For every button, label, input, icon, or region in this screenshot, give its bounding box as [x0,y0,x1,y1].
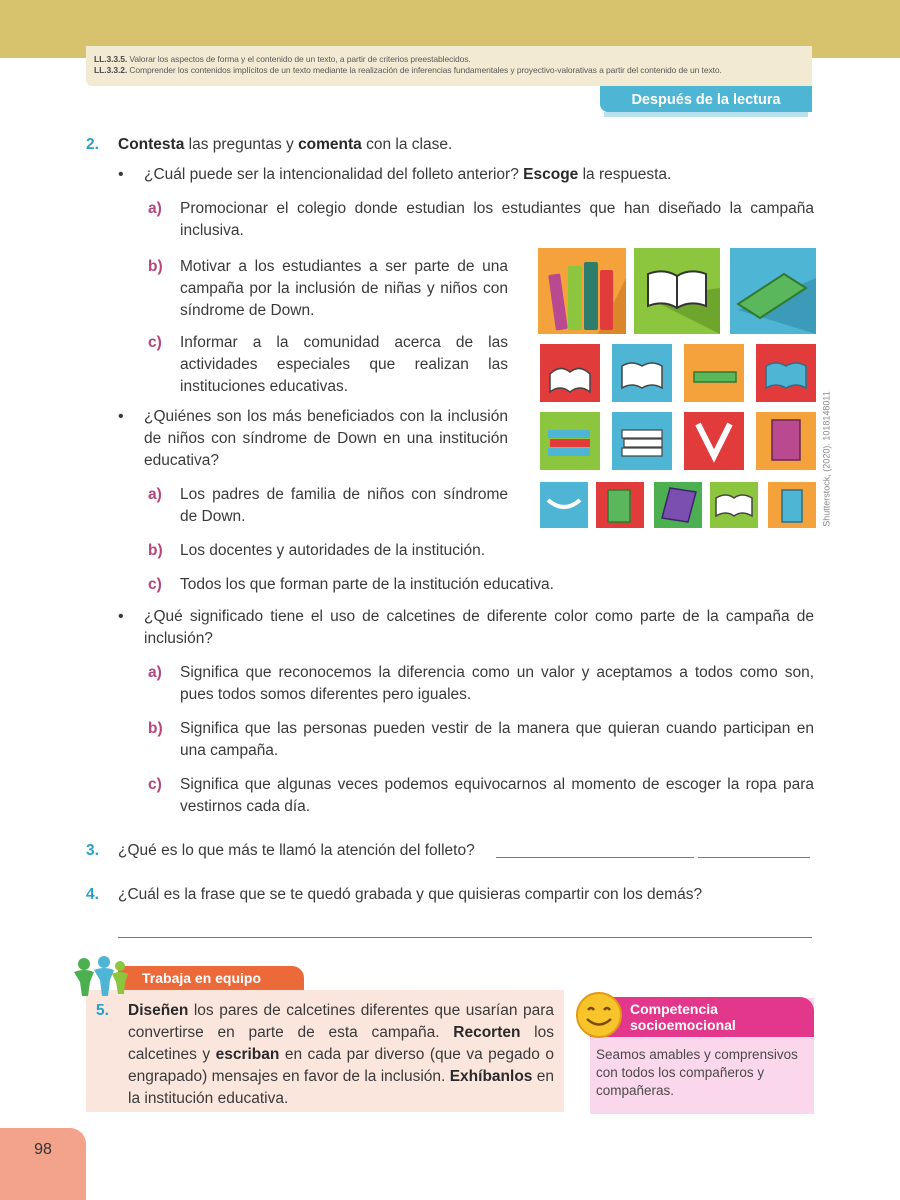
b1-option-c-text: Informar a la comunidad acerca de las actividades especiales que realizan las instituciones educativas. [180,334,508,395]
bullet-3-question: ¿Qué significado tiene el uso de calcetines de diferente color como parte de la campaña de inclusión? [144,608,814,647]
tile-row4 [540,482,816,528]
tile-open-book-green [634,248,720,334]
curriculum-standards [86,46,812,86]
page-number-tab [0,1128,86,1200]
tile-row3 [540,412,816,470]
b1-option-a-label: a) [148,200,162,217]
team-people-icon [70,952,130,998]
bullet-1: • [118,166,124,183]
page-number: 98 [34,1141,52,1158]
b1-option-a-text: Promocionar el colegio donde estudian los estudiantes que han diseñado la campaña inclusiva. [180,200,814,239]
b1-option-b-text: Motivar a los estudiantes a ser parte de una campaña por la inclusión de niñas y niños con síndrome de Down. [180,258,508,319]
bullet-2: • [118,408,124,425]
b1-option-c-label: c) [148,334,162,351]
b1-option-b-label: b) [148,258,163,275]
tile-row2 [540,344,816,402]
question-4-answer-line[interactable] [118,937,812,938]
competencia-title: Competencia socioemocional [630,1001,736,1033]
question-4-number: 4. [86,886,99,903]
tile-closed-book-blue [730,248,816,334]
b2-option-c-label: c) [148,576,162,593]
question-3-answer-line-2[interactable] [698,857,810,858]
b2-option-b-text: Los docentes y autoridades de la institución. [180,542,486,559]
competencia-text: Seamos amables y comprensivos con todos los compañeros y compañeras. [596,1047,798,1098]
question-2-number: 2. [86,136,99,153]
question-4-text: ¿Cuál es la frase que se te quedó grabada y que quisieras compartir con los demás? [118,886,703,903]
b3-option-c-label: c) [148,776,162,793]
b2-option-c-text: Todos los que forman parte de la institución educativa. [180,576,554,593]
bullet-3: • [118,608,124,625]
b2-option-a-text: Los padres de familia de niños con síndrome de Down. [180,486,508,525]
teamwork-tab: Trabaja en equipo [118,966,304,990]
b3-option-a-label: a) [148,664,162,681]
b2-option-b-label: b) [148,542,163,559]
b3-option-b-label: b) [148,720,163,737]
bullet-1-question: ¿Cuál puede ser la intencionalidad del folleto anterior? Escoge la respuesta. [144,166,672,183]
smiley-face-icon [574,990,624,1040]
b3-option-c-text: Significa que algunas veces podemos equivocarnos al momento de escoger la ropa para vestirnos cada día. [180,776,814,815]
question-3-text: ¿Qué es lo que más te llamó la atención del folleto? [118,842,475,859]
image-credit: Shutterstock, (2020). 1018148011 [821,391,832,527]
standard-1: LL.3.3.5. Valorar los aspectos de forma y el contenido de un texto, a partir de criterios preestablecidos. [94,54,471,64]
question-3-number: 3. [86,842,99,859]
question-3-answer-line-1[interactable] [496,857,694,858]
b3-option-a-text: Significa que reconocemos la diferencia como un valor y aceptamos a todos como son, pues todos somos diferentes pero iguales. [180,664,814,703]
b3-option-b-text: Significa que las personas pueden vestir de la manera que quieran cuando participan en una campaña. [180,720,814,759]
standard-2: LL.3.3.2. Comprender los contenidos implícitos de un texto mediante la realización de inferencias fundamentales y proyectivo-valorativas a partir del contenido de un texto. [94,65,722,75]
question-2-prompt: Contesta las preguntas y comenta con la clase. [118,136,453,153]
tile-books-row [538,248,626,334]
book-icons-illustration [538,248,816,530]
section-tab: Después de la lectura [600,86,812,112]
question-5-text: Diseñen los pares de calcetines diferentes que usarían para convertirse en parte de esta campaña. Recorten los calcetines y escriban en cada par diverso (que va pegado o engrapado) mensajes en favor de la inclusión. Exhíbanlos en la institución educativa. [128,1002,554,1107]
section-tab-shadow [604,112,808,117]
b2-option-a-label: a) [148,486,162,503]
bullet-2-question: ¿Quiénes son los más beneficiados con la inclusión de niños con síndrome de Down en una institución educativa? [144,408,508,469]
question-5-number: 5. [96,1002,109,1019]
